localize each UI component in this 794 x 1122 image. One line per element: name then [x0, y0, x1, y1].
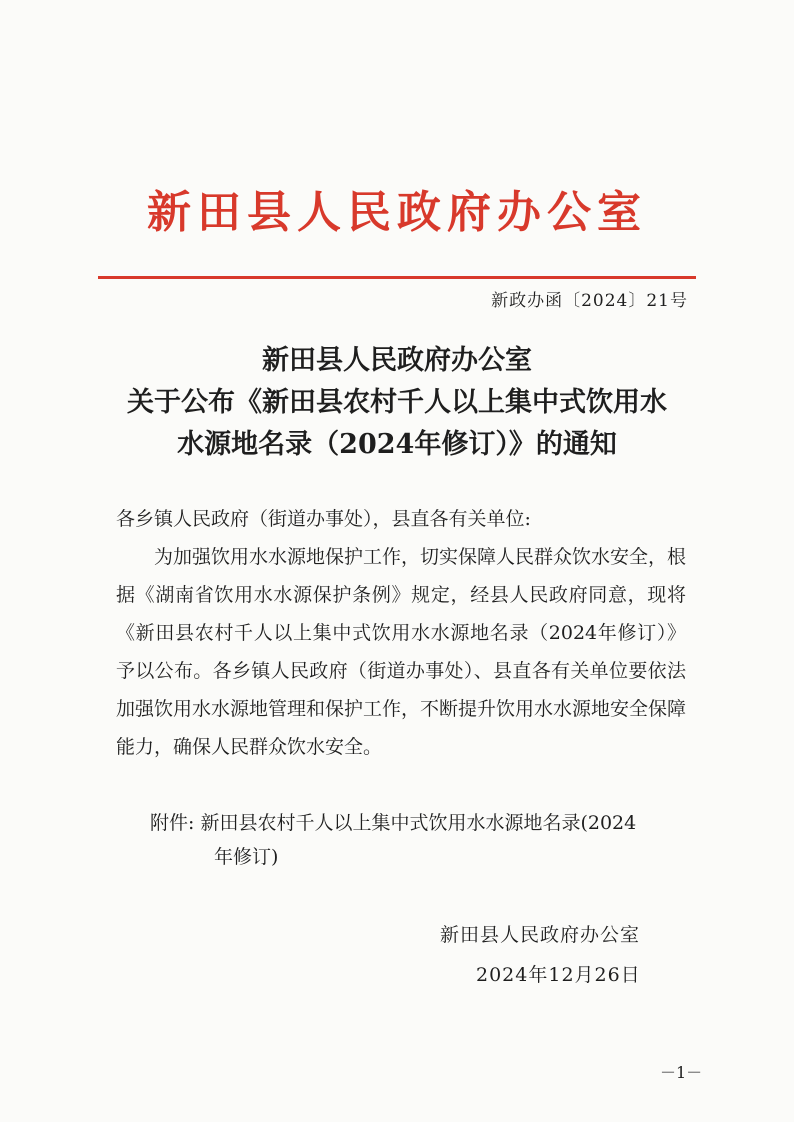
signature-organization: 新田县人民政府办公室 — [440, 924, 641, 946]
body-text — [116, 500, 686, 766]
attachment-note — [150, 806, 710, 874]
page-number: －1－ — [660, 1063, 703, 1082]
title-line-2: 关于公布《新田县农村千人以上集中式饮用水 — [127, 387, 667, 418]
attachment-line-1: 新田县农村千人以上集中式饮用水水源地名录(2024 — [200, 812, 637, 834]
salutation: 各乡镇人民政府（街道办事处），县直各有关单位: — [116, 508, 531, 530]
attachment-line-2: 年修订) — [214, 846, 279, 868]
title-line-1: 新田县人民政府办公室 — [262, 345, 532, 376]
main-paragraph: 为加强饮用水水源地保护工作，切实保障人民群众饮水安全，根据《湖南省饮用水水源保护条例》规定，经县人民政府同意，现将《新田县农村千人以上集中式饮用水水源地名录（2024年修订）》予以公布。各乡镇人民政府（街道办事处）、县直各有关单位要依法加强饮用水水源地管理和保护工作，不断提升饮用水水源地安全保障能力，确保人民群众饮水安全。 — [116, 546, 687, 758]
signature-date: 2024年12月26日 — [476, 964, 641, 986]
issuer-header: 新田县人民政府办公室 — [147, 187, 647, 238]
title-line-3: 水源地名录（2024年修订）》的通知 — [177, 429, 617, 460]
red-divider-line — [98, 276, 696, 279]
attachment-label: 附件: — [150, 812, 195, 834]
document-number: 新政办函〔2024〕21号 — [491, 291, 688, 311]
document-title — [0, 340, 794, 466]
